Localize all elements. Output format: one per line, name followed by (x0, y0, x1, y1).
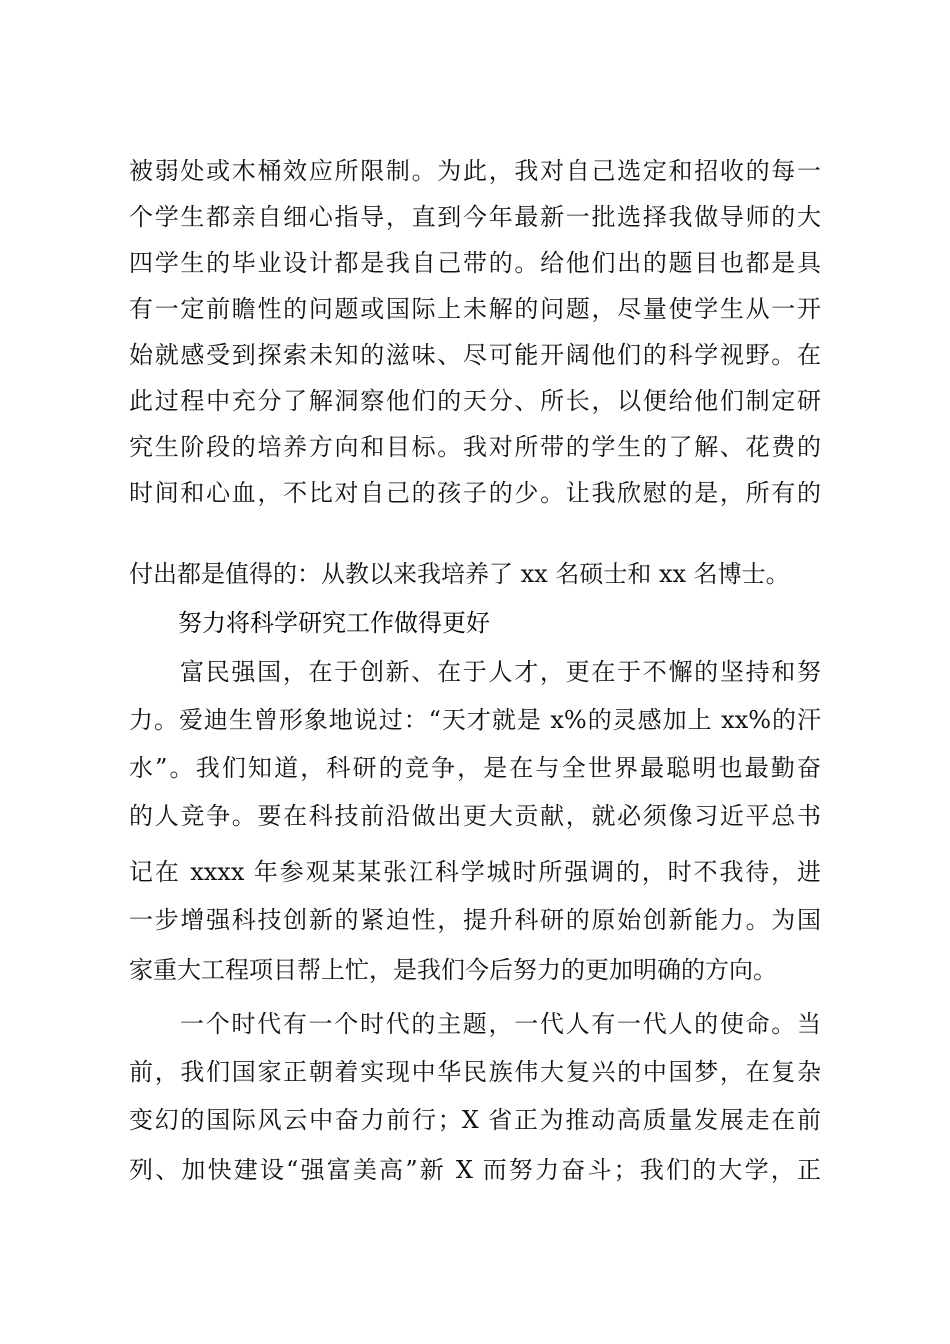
paragraph-3-line: 一个时代有一个时代的主题，一代人有一代人的使命。当 (180, 1010, 821, 1038)
paragraph-1-line: 有一定前瞻性的问题或国际上未解的问题，尽量使学生从一开 (129, 295, 821, 323)
paragraph-1-line: 四学生的毕业设计都是我自己带的。给他们出的题目也都是具 (129, 249, 821, 277)
paragraph-2-line: 一步增强科技创新的紧迫性，提升科研的原始创新能力。为国 (129, 906, 821, 934)
section-heading: 努力将科学研究工作做得更好 (178, 609, 490, 637)
paragraph-2-line: 家重大工程项目帮上忙，是我们今后努力的更加明确的方向。 (129, 956, 777, 984)
paragraph-1-line: 个学生都亲自细心指导，直到今年最新一批选择我做导师的大 (129, 203, 821, 231)
paragraph-1-line: 究生阶段的培养方向和目标。我对所带的学生的了解、花费的 (129, 433, 821, 461)
paragraph-1-line: 被弱处或木桶效应所限制。为此，我对自己选定和招收的每一 (129, 157, 821, 185)
paragraph-3-line: 变幻的国际风云中奋力前行；X 省正为推动高质量发展走在前 (129, 1106, 821, 1134)
paragraph-2-line: 力。爱迪生曾形象地说过：“天才就是 x%的灵感加上 xx%的汗 (129, 706, 821, 734)
paragraph-2-line: 记在 xxxx 年参观某某张江科学城时所强调的，时不我待，进 (129, 858, 821, 886)
paragraph-2-line: 富民强国，在于创新、在于人才，更在于不懈的坚持和努 (180, 658, 821, 686)
paragraph-3-line: 前，我们国家正朝着实现中华民族伟大复兴的中国梦，在复杂 (129, 1058, 821, 1086)
paragraph-1-line: 付出都是值得的：从教以来我培养了 xx 名硕士和 xx 名博士。 (129, 560, 790, 588)
paragraph-1-line: 始就感受到探索未知的滋味、尽可能开阔他们的科学视野。在 (129, 341, 821, 369)
paragraph-2-line: 水”。我们知道，科研的竞争，是在与全世界最聪明也最勤奋 (129, 754, 821, 782)
paragraph-1-line: 此过程中充分了解洞察他们的天分、所长，以便给他们制定研 (129, 387, 821, 415)
paragraph-2-line: 的人竞争。要在科技前沿做出更大贡献，就必须像习近平总书 (129, 802, 821, 830)
paragraph-3-line: 列、加快建设“强富美高”新 X 而努力奋斗；我们的大学，正 (129, 1156, 821, 1184)
paragraph-1-line: 时间和心血，不比对自己的孩子的少。让我欣慰的是，所有的 (129, 479, 821, 507)
